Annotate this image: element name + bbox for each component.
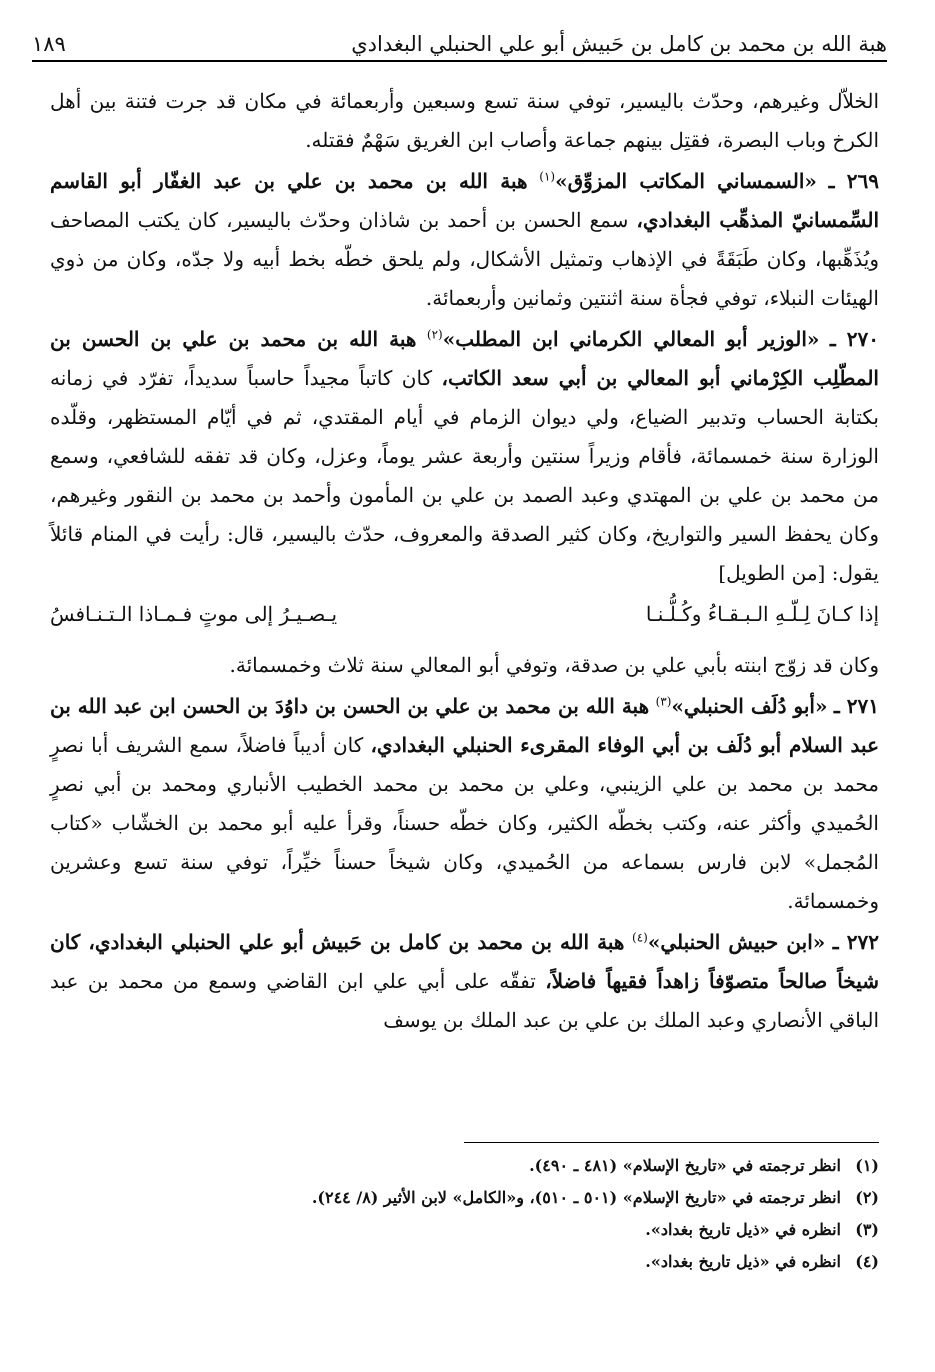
verse-first-hemistich: إذا كـانَ لِـلّـهِ الـبـقـاءُ وكُـلُّـنـا [645,602,879,626]
entry-name: هبة الله بن محمد بن علي بن الحسن بن داوُدَ بن الحسن ابن عبد الله بن عبد السلام أبو دُلَف بن أبي الوفاء المقرىء الحنبلي البغدادي، [50,694,879,757]
entry-name: هبة الله بن محمد بن علي بن عبد الغفّار أبو القاسم السِّمسانيّ المذهِّب البغدادي، [50,169,880,232]
main-text [50,82,879,1042]
entry-271 [50,687,879,921]
entry-270 [50,320,879,593]
footnote-divider [464,1142,879,1143]
entry-text: سمع الحسن بن أحمد بن شاذان وحدّث باليسير، كان يكتب المصاحف ويُذَهِّبها، وكان طَبَقَةً في الإذهاب وتمثيل الأشكال، ولم يلحق خطّه بخط أبيه ولا جدّه، وكان من ذوي الهيئات النبلاء، توفي فجأة سنة اثنتين وثمانين وأربعمائة. [50,208,879,310]
entry-text: تفقّه على أبي علي ابن القاضي وسمع من محمد بن عبد الباقي الأنصاري وعبد الملك بن علي بن عبد الملك بن يوسف [50,969,879,1032]
entry-number: ٢٧٢ ـ [832,930,879,954]
running-title: هبة الله بن محمد بن كامل بن حَبيش أبو علي الحنبلي البغدادي [351,32,887,56]
paragraph-continuation: الخلاّل وغيرهم، وحدّث باليسير، توفي سنة تسع وسبعين وأربعمائة في مكان قد جرت فتنة بين أهل الكرخ وباب البصرة، فقتِل بينهم جماعة وأصاب ابن الغريق سَهْمٌ فقتله. [50,89,879,152]
entry-270-continuation: وكان قد زوّج ابنته بأبي علي بن صدقة، وتوفي أبو المعالي سنة ثلاث وخمسمائة. [229,653,879,677]
entry-heading: «أبو دُلَف الحنبلي» [671,694,828,718]
entry-269 [50,162,879,318]
entry-number: ٢٧١ ـ [833,694,879,718]
footnote-ref: (٤) [632,930,648,945]
entry-name: هبة الله بن محمد بن كامل بن حَبيش أبو علي الحنبلي البغدادي، كان شيخاً صالحاً متصوّفاً زاهداً فقيهاً فاضلاً، [50,930,880,993]
entry-number: ٢٧٠ ـ [829,327,880,351]
entry-heading: «السمساني المكاتب المزوِّق» [555,169,817,193]
verse-second-hemistich: يـصـيـرُ إلى موتٍ فـمـاذا الـتـنـافسُ [50,602,338,626]
entry-text: كان كاتباً مجيداً حاسباً سديداً، تفرّد في زمانه بكتابة الحساب وتدبير الضياع، ولي ديوان الزمام في أيام المقتدي، ثم في أيّام المستظهر، وقلّده الوزارة سنة خمسمائة، فأقام وزيراً سنتين وأربعة عشر يوماً، وعزل، وكان قد تفقه للشافعي، وسمع من محمد بن علي بن المهتدي وعبد الصمد بن علي بن المأمون وأحمد بن محمد بن النقور وغيرهم، وكان يحفظ السير والتواريخ، وكان كثير الصدقة والمعروف، حدّث باليسير، قال: رأيت في المنام قائلاً يقول: [من الطويل] [50,366,879,585]
footnotes [50,1150,879,1278]
entry-text: كان أديباً فاضلاً، سمع الشريف أبا نصرٍ محمد بن محمد بن علي الزينبي، وعلي بن محمد بن محمد الخطيب الأنباري ومحمد بن أبي نصرٍ الحُميدي وأكثر عنه، وكتب بخطّه الكثير، وكان خطّه حسناً، وقرأ عليه أبو محمد بن الخشّاب «كتاب المُجمل» لابن فارس بسماعه من الحُميدي، وكان شيخاً حسناً خيِّراً، توفي سنة تسع وعشرين وخمسمائة. [50,733,879,913]
entry-272 [50,923,879,1040]
entry-heading: «الوزير أبو المعالي الكرماني ابن المطلب» [442,327,820,351]
poem-verse [50,595,879,634]
footnote: (٣)انظره في «ذيل تاريخ بغداد». [645,1220,879,1239]
footnote: (٤)انظره في «ذيل تاريخ بغداد». [645,1252,879,1271]
entry-heading: «ابن حبيش الحنبلي» [647,930,826,954]
footnote: (٢)انظر ترجمته في «تاريخ الإسلام» (٥٠١ ـ ٥١٠)، و«الكامل» لابن الأثير (٨/ ٢٤٤). [311,1188,879,1207]
entry-name: هبة الله بن محمد بن علي بن الحسن بن المطّلِب الكِرْماني أبو المعالي بن أبي سعد الكاتب، [50,327,879,390]
footnote-ref: (٣) [655,694,672,709]
entry-number: ٢٦٩ ـ [828,169,880,193]
footnote-ref: (٢) [426,327,443,342]
page-number: ١٨٩ [32,32,66,56]
footnote: (١)انظر ترجمته في «تاريخ الإسلام» (٤٨١ ـ ٤٩٠). [529,1156,879,1175]
running-header [32,22,887,62]
footnote-ref: (١) [539,169,556,184]
